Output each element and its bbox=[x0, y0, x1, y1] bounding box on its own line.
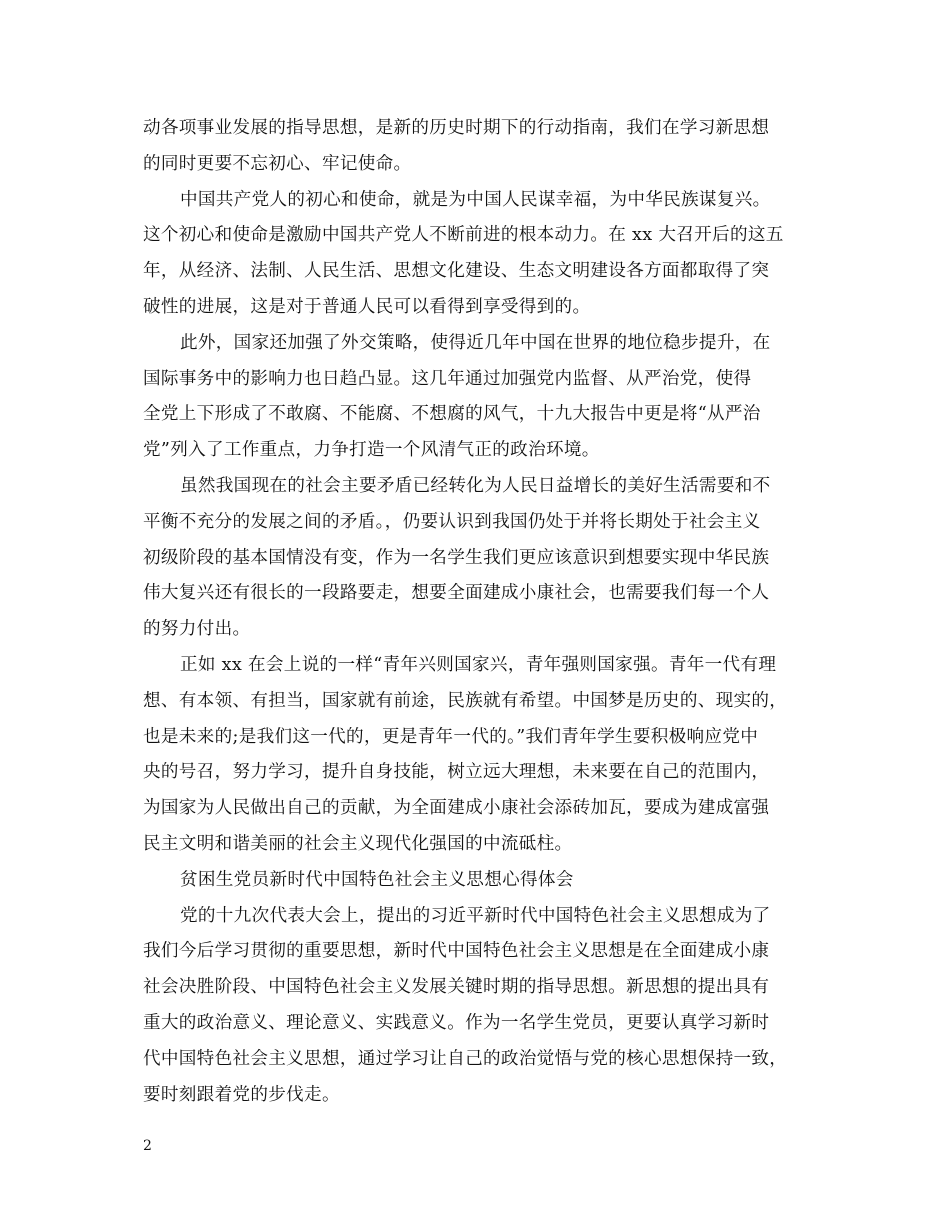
text-line: 也是未来的;是我们这一代的，更是青年一代的。”我们青年学生要积极响应党中 bbox=[143, 726, 759, 747]
text-line: 中国共产党人的初心和使命，就是为中国人民谋幸福，为中华民族谋复兴。 bbox=[180, 189, 771, 210]
text-line: 平衡不充分的发展之间的矛盾。，仍要认识到我国仍处于并将长期处于社会主义 bbox=[143, 511, 761, 532]
text-line: 党”列入了工作重点，力争打造一个风清气正的政治环境。 bbox=[143, 440, 600, 461]
text-line: 年，从经济、法制、人民生活、思想文化建设、生态文明建设各方面都取得了突 bbox=[143, 261, 770, 282]
text-line: 想、有本领、有担当，国家就有前途，民族就有希望。中国梦是历史的、现实的， bbox=[143, 690, 788, 711]
text-line: 重大的政治意义、理论意义、实践意义。作为一名学生党员，更要认真学习新时 bbox=[143, 1012, 770, 1033]
text-line: 这个初心和使命是激励中国共产党人不断前进的根本动力。在 xx 大召开后的这五 bbox=[143, 225, 784, 246]
text-line: 国际事务中的影响力也日趋凸显。这几年通过加强党内监督、从严治党，使得 bbox=[143, 368, 752, 389]
page-number: 2 bbox=[143, 1138, 152, 1154]
text-line: 正如 xx 在会上说的一样“青年兴则国家兴，青年强则国家强。青年一代有理 bbox=[180, 654, 777, 675]
text-line: 伟大复兴还有很长的一段路要走，想要全面建成小康社会，也需要我们每一个人 bbox=[143, 583, 770, 604]
text-line: 党的十九次代表大会上，提出的习近平新时代中国特色社会主义思想成为了 bbox=[180, 905, 771, 926]
text-line: 社会决胜阶段、中国特色社会主义发展关键时期的指导思想。新思想的提出具有 bbox=[143, 977, 770, 998]
text-line: 虽然我国现在的社会主要矛盾已经转化为人民日益增长的美好生活需要和不 bbox=[180, 475, 771, 496]
text-line: 代中国特色社会主义思想，通过学习让自己的政治觉悟与党的核心思想保持一致， bbox=[143, 1048, 788, 1069]
text-line: 全党上下形成了不敢腐、不能腐、不想腐的风气，十九大报告中更是将“从严治 bbox=[143, 404, 761, 425]
text-line: 央的号召，努力学习，提升自身技能，树立远大理想，未来要在自己的范围内， bbox=[143, 762, 770, 783]
text-line: 初级阶段的基本国情没有变，作为一名学生我们更应该意识到想要实现中华民族 bbox=[143, 547, 770, 568]
text-line: 破性的进展，这是对于普通人民可以看得到享受得到的。 bbox=[143, 296, 591, 317]
text-line: 动各项事业发展的指导思想，是新的历史时期下的行动指南，我们在学习新思想 bbox=[143, 118, 770, 138]
body-text bbox=[143, 111, 825, 1113]
text-line: 我们今后学习贯彻的重要思想，新时代中国特色社会主义思想是在全面建成小康 bbox=[143, 941, 770, 962]
text-line: 贫困生党员新时代中国特色社会主义思想心得体会 bbox=[180, 869, 574, 890]
text-line: 的同时更要不忘初心、牢记使命。 bbox=[143, 153, 412, 174]
text-line: 的努力付出。 bbox=[143, 619, 251, 640]
text-line: 此外，国家还加强了外交策略，使得近几年中国在世界的地位稳步提升，在 bbox=[180, 332, 771, 353]
text-line: 民主文明和谐美丽的社会主义现代化强国的中流砥柱。 bbox=[143, 833, 573, 854]
text-line: 要时刻跟着党的步伐走。 bbox=[143, 1084, 340, 1105]
text-line: 为国家为人民做出自己的贡献，为全面建成小康社会添砖加瓦，要成为建成富强 bbox=[143, 798, 770, 819]
